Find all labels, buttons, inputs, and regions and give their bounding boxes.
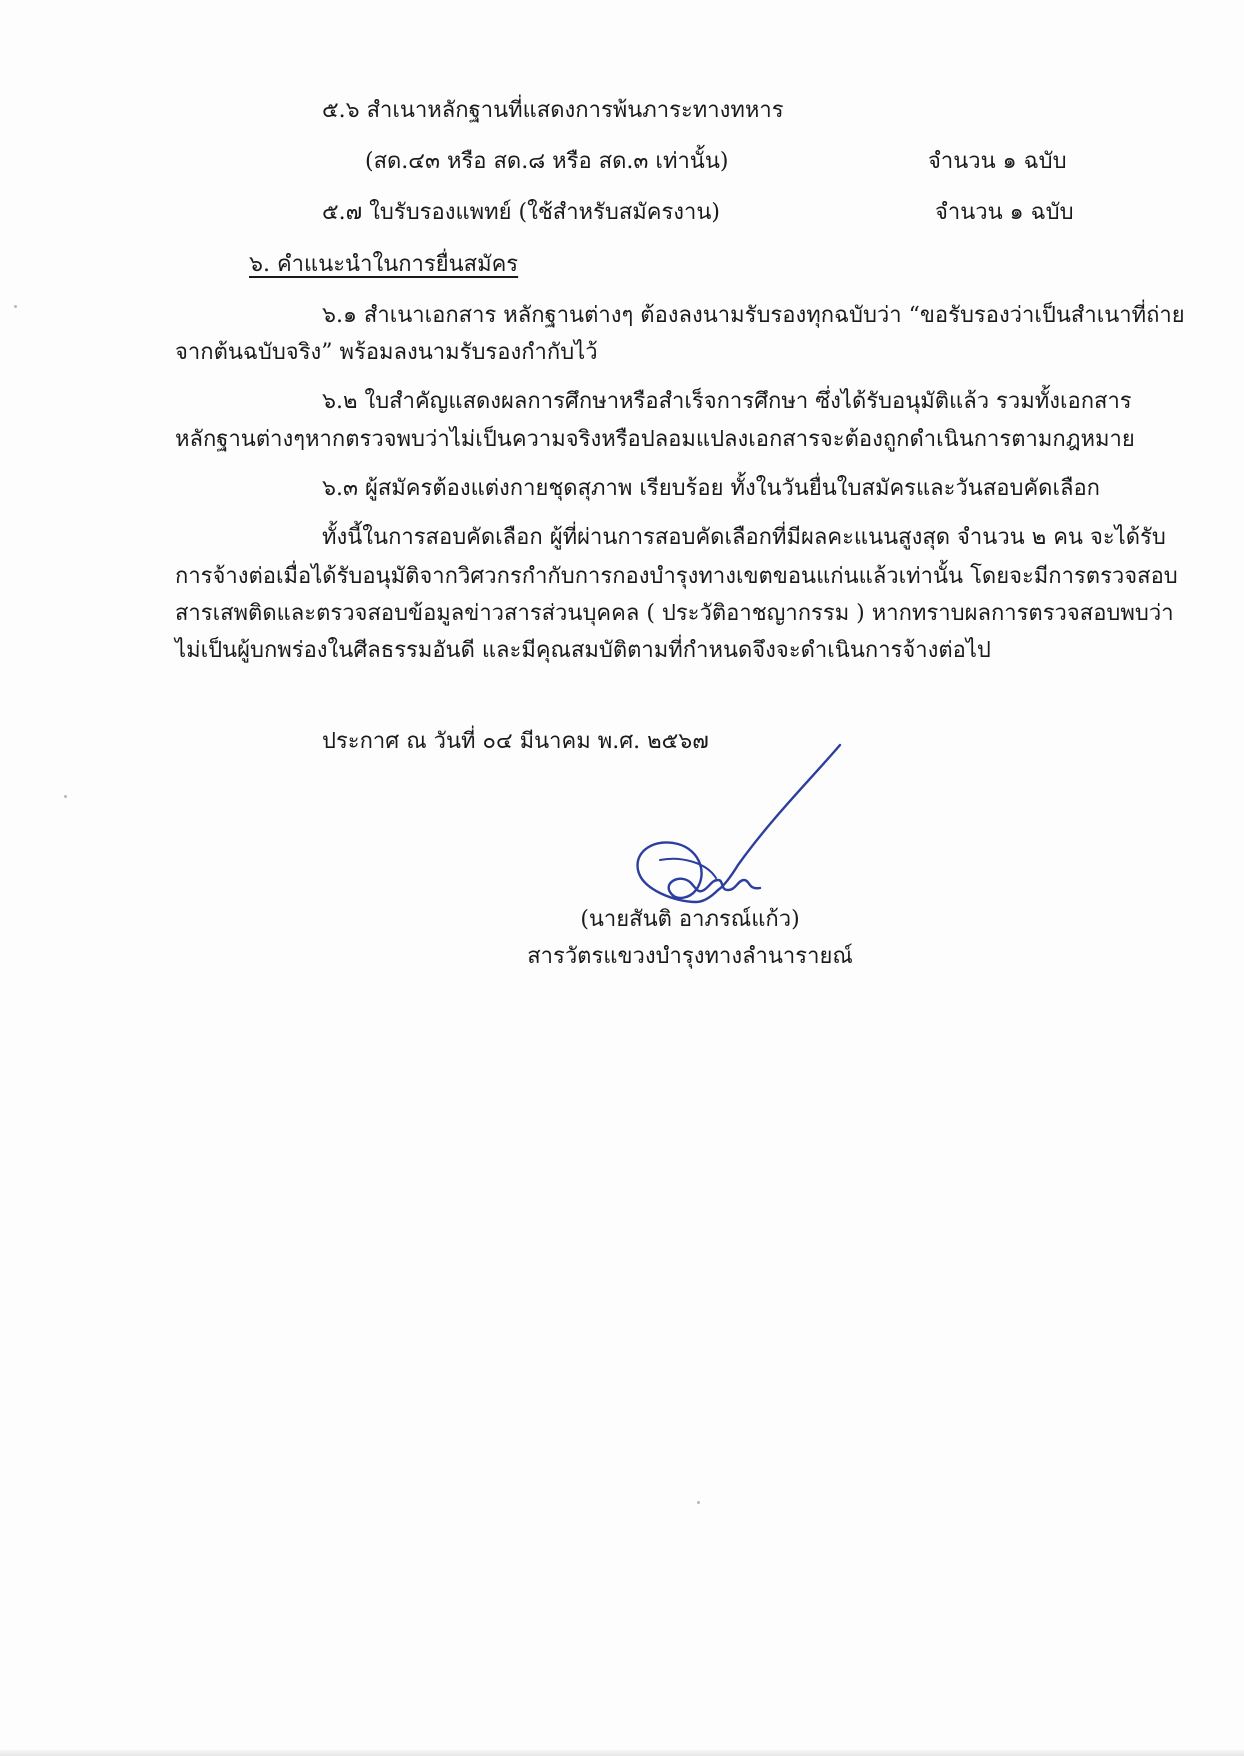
section-6-heading: ๖. คำแนะนำในการยื่นสมัคร	[249, 252, 519, 277]
scan-speck	[697, 1501, 700, 1504]
signature	[620, 740, 850, 920]
item-5-6-title: ๕.๖ สำเนาหลักฐานที่แสดงการพ้นภาระทางทหาร	[322, 98, 784, 123]
item-5-6-quantity: จำนวน ๑ ฉบับ	[928, 149, 1067, 174]
signatory-name: (นายสันติ อาภรณ์แก้ว)	[580, 907, 800, 932]
item-6-2-line-1: ๖.๒ ใบสำคัญแสดงผลการศึกษาหรือสำเร็จการศึกษา ซึ่งได้รับอนุมัติแล้ว รวมทั้งเอกสาร	[322, 389, 1132, 414]
page-bottom-edge	[0, 1750, 1244, 1756]
item-6-3: ๖.๓ ผู้สมัครต้องแต่งกายชุดสุภาพ เรียบร้อย ทั้งในวันยื่นใบสมัครและวันสอบคัดเลือก	[322, 476, 1100, 501]
signatory-position: สารวัตรแขวงบำรุงทางลำนารายณ์	[527, 944, 853, 969]
closing-line-2: การจ้างต่อเมื่อได้รับอนุมัติจากวิศวกรกำกับการกองบำรุงทางเขตขอนแก่นแล้วเท่านั้น โดยจะมีการตรวจสอบ	[175, 564, 1178, 589]
closing-line-1: ทั้งนี้ในการสอบคัดเลือก ผู้ที่ผ่านการสอบคัดเลือกที่มีผลคะแนนสูงสุด จำนวน ๒ คน จะได้รับ	[322, 525, 1166, 550]
item-6-1-line-2: จากต้นฉบับจริง” พร้อมลงนามรับรองกำกับไว้	[175, 340, 598, 365]
item-5-7-title: ๕.๗ ใบรับรองแพทย์ (ใช้สำหรับสมัครงาน)	[322, 200, 721, 225]
item-5-6-detail: (สด.๔๓ หรือ สด.๘ หรือ สด.๓ เท่านั้น)	[365, 149, 729, 174]
announcement-date: ประกาศ ณ วันที่ ๐๔ มีนาคม พ.ศ. ๒๕๖๗	[322, 729, 709, 754]
item-6-2-line-2: หลักฐานต่างๆหากตรวจพบว่าไม่เป็นความจริงหรือปลอมแปลงเอกสารจะต้องถูกดำเนินการตามกฎหมาย	[175, 427, 1135, 452]
closing-line-4: ไม่เป็นผู้บกพร่องในศีลธรรมอันดี และมีคุณสมบัติตามที่กำหนดจึงจะดำเนินการจ้างต่อไป	[175, 638, 991, 663]
scan-speck	[64, 795, 67, 798]
closing-line-3: สารเสพติดและตรวจสอบข้อมูลข่าวสารส่วนบุคคล ( ประวัติอาชญากรรม ) หากทราบผลการตรวจสอบพบว่า	[175, 601, 1174, 626]
item-5-7-quantity: จำนวน ๑ ฉบับ	[935, 200, 1074, 225]
item-6-1-line-1: ๖.๑ สำเนาเอกสาร หลักฐานต่างๆ ต้องลงนามรับรองทุกฉบับว่า “ขอรับรองว่าเป็นสำเนาที่ถ่าย	[322, 303, 1185, 328]
scan-speck	[14, 305, 17, 308]
